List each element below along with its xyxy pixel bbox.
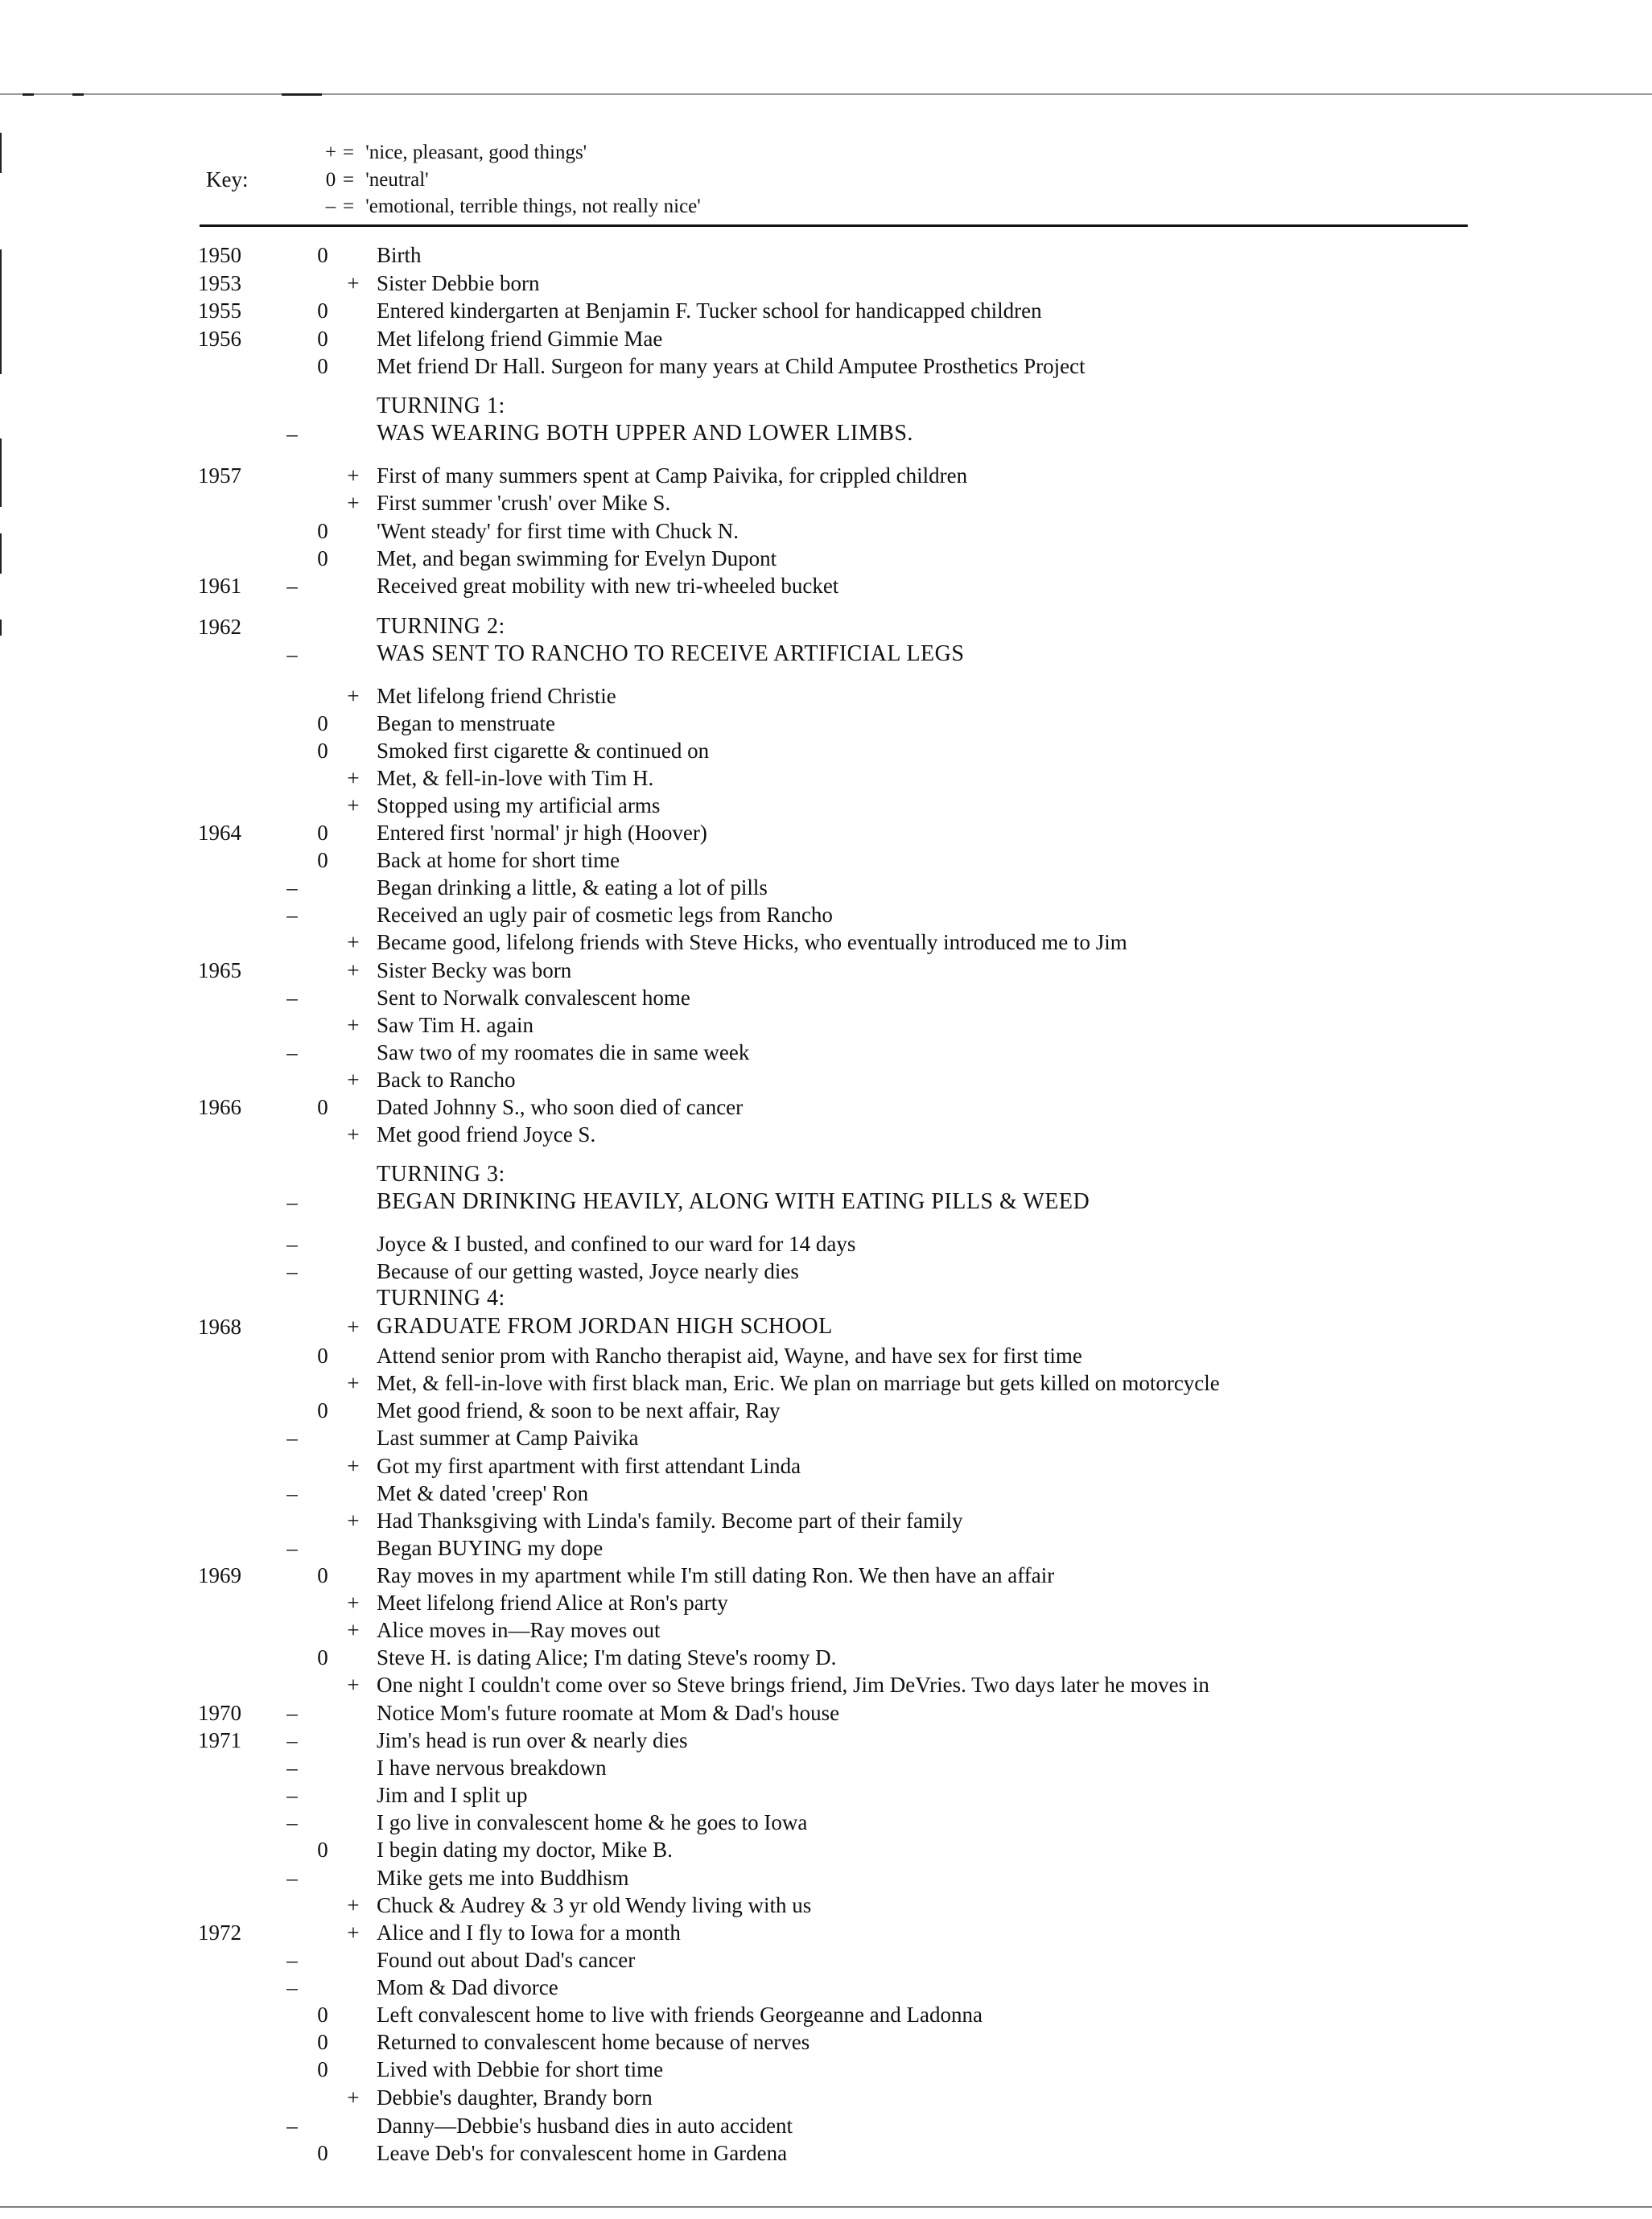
rating-neutral: 0 xyxy=(317,354,328,378)
event-text: GRADUATE FROM JORDAN HIGH SCHOOL xyxy=(377,1314,833,1339)
event-text: Began to menstruate xyxy=(377,711,555,735)
event-text: Met friend Dr Hall. Surgeon for many years at Child Amputee Prosthetics Project xyxy=(377,354,1086,378)
year-label: 1970 xyxy=(198,1701,241,1725)
event-text: Chuck & Audrey & 3 yr old Wendy living with us xyxy=(377,1893,812,1917)
event-text: I begin dating my doctor, Mike B. xyxy=(377,1838,673,1862)
event-text: Mom & Dad divorce xyxy=(377,1975,558,1999)
event-text: Met good friend Joyce S. xyxy=(377,1122,596,1147)
event-text: Met, and began swimming for Evelyn Dupont xyxy=(377,546,777,570)
rating-neutral: 0 xyxy=(317,519,328,543)
event-text: Meet lifelong friend Alice at Ron's party xyxy=(377,1591,728,1615)
key-meaning: 'emotional, terrible things, not really nice' xyxy=(365,196,701,217)
year-label: 1966 xyxy=(198,1095,241,1119)
event-text: Met lifelong friend Christie xyxy=(377,684,616,708)
year-label: 1957 xyxy=(198,463,241,488)
event-text: BEGAN DRINKING HEAVILY, ALONG WITH EATING PILLS & WEED xyxy=(377,1189,1090,1214)
rating-positive: + xyxy=(347,1618,360,1642)
rating-neutral: 0 xyxy=(317,1095,328,1119)
event-text: Stopped using my artificial arms xyxy=(377,793,661,817)
event-text: Met lifelong friend Gimmie Mae xyxy=(377,327,663,351)
rating-positive: + xyxy=(347,1509,360,1533)
rating-negative: – xyxy=(286,642,298,666)
event-text: TURNING 1: xyxy=(377,393,505,418)
rating-neutral: 0 xyxy=(317,2030,328,2054)
event-text: Met, & fell-in-love with first black man, Eric. We plan on marriage but gets killed on motorcycle xyxy=(377,1371,1220,1395)
event-text: One night I couldn't come over so Steve brings friend, Jim DeVries. Two days later he moves in xyxy=(377,1673,1209,1697)
key-item-negative: – = 'emotional, terrible things, not really nice' xyxy=(319,196,701,218)
event-text: Received an ugly pair of cosmetic legs from Rancho xyxy=(377,903,833,927)
event-text: Attend senior prom with Rancho therapist aid, Wayne, and have sex for first time xyxy=(377,1344,1082,1368)
margin-bar xyxy=(0,620,2,636)
event-text: Returned to convalescent home because of nerves xyxy=(377,2030,810,2054)
rating-neutral: 0 xyxy=(317,739,328,763)
event-text: Jim and I split up xyxy=(377,1783,528,1807)
event-text: Sister Becky was born xyxy=(377,958,572,982)
page-bottom-rule xyxy=(0,2206,1652,2208)
rating-neutral: 0 xyxy=(317,848,328,872)
event-text: Dated Johnny S., who soon died of cancer xyxy=(377,1095,744,1119)
event-text: Sent to Norwalk convalescent home xyxy=(377,986,690,1010)
event-text: Found out about Dad's cancer xyxy=(377,1948,636,1972)
year-label: 1964 xyxy=(198,821,241,845)
rating-neutral: 0 xyxy=(317,1398,328,1422)
margin-bar xyxy=(0,133,2,173)
rating-positive: + xyxy=(347,1591,360,1615)
event-text: 'Went steady' for first time with Chuck N. xyxy=(377,519,739,543)
rating-negative: – xyxy=(286,1701,298,1725)
event-text: Saw two of my roomates die in same week xyxy=(377,1040,750,1064)
event-text: Smoked first cigarette & continued on xyxy=(377,739,710,763)
key-divider xyxy=(200,224,1468,227)
rating-negative: – xyxy=(286,574,298,598)
event-text: Back to Rancho xyxy=(377,1068,516,1092)
rating-neutral: 0 xyxy=(317,711,328,735)
event-text: Last summer at Camp Paivika xyxy=(377,1426,639,1450)
event-text: Left convalescent home to live with friends Georgeanne and Ladonna xyxy=(377,2003,983,2027)
event-text: TURNING 2: xyxy=(377,614,505,639)
event-text: Debbie's daughter, Brandy born xyxy=(377,2085,653,2110)
rating-negative: – xyxy=(286,1866,298,1890)
key-item-neutral: 0 = 'neutral' xyxy=(319,169,429,191)
rating-neutral: 0 xyxy=(317,2057,328,2081)
year-label: 1968 xyxy=(198,1315,241,1339)
zero-symbol: 0 xyxy=(325,169,336,191)
year-label: 1962 xyxy=(198,615,241,639)
rating-negative: – xyxy=(286,1040,298,1064)
plus-symbol: + xyxy=(324,142,337,163)
event-text: First summer 'crush' over Mike S. xyxy=(377,491,671,515)
event-text: Danny—Debbie's husband dies in auto accident xyxy=(377,2114,793,2138)
rating-neutral: 0 xyxy=(317,327,328,351)
event-text: Joyce & I busted, and confined to our ward for 14 days xyxy=(377,1232,856,1256)
rating-positive: + xyxy=(347,1315,360,1339)
year-label: 1961 xyxy=(198,574,241,598)
event-text: WAS WEARING BOTH UPPER AND LOWER LIMBS. xyxy=(377,421,913,446)
event-text: Leave Deb's for convalescent home in Gardena xyxy=(377,2141,788,2165)
event-text: Entered first 'normal' jr high (Hoover) xyxy=(377,821,707,845)
rating-positive: + xyxy=(347,1921,360,1945)
rating-negative: – xyxy=(286,1481,298,1505)
rating-positive: + xyxy=(347,958,360,982)
rating-positive: + xyxy=(347,684,360,708)
rating-negative: – xyxy=(286,1426,298,1450)
rating-negative: – xyxy=(286,875,298,900)
rating-positive: + xyxy=(347,271,360,295)
page-top-rule xyxy=(0,93,1652,95)
event-text: Steve H. is dating Alice; I'm dating Steve's roomy D. xyxy=(377,1645,837,1669)
event-text: Began BUYING my dope xyxy=(377,1536,604,1560)
year-label: 1953 xyxy=(198,271,241,295)
rating-neutral: 0 xyxy=(317,243,328,267)
rating-positive: + xyxy=(347,491,360,515)
rating-negative: – xyxy=(286,422,298,446)
rating-negative: – xyxy=(286,986,298,1010)
rating-neutral: 0 xyxy=(317,2141,328,2165)
rating-neutral: 0 xyxy=(317,2003,328,2027)
rating-positive: + xyxy=(347,1371,360,1395)
rating-negative: – xyxy=(286,1810,298,1834)
rating-negative: – xyxy=(286,1783,298,1807)
event-text: Mike gets me into Buddhism xyxy=(377,1866,629,1890)
rating-negative: – xyxy=(286,1536,298,1560)
margin-bar xyxy=(0,438,2,507)
event-text: I have nervous breakdown xyxy=(377,1756,607,1780)
event-text: Jim's head is run over & nearly dies xyxy=(377,1728,688,1752)
event-text: Entered kindergarten at Benjamin F. Tucker school for handicapped children xyxy=(377,298,1042,323)
rating-negative: – xyxy=(286,1259,298,1283)
event-text: TURNING 4: xyxy=(377,1286,505,1311)
margin-bar xyxy=(0,533,2,574)
rating-negative: – xyxy=(286,2114,298,2138)
event-text: Birth xyxy=(377,243,422,267)
rating-neutral: 0 xyxy=(317,546,328,570)
event-text: Saw Tim H. again xyxy=(377,1013,534,1037)
rating-positive: + xyxy=(347,793,360,817)
year-label: 1956 xyxy=(198,327,241,351)
rating-negative: – xyxy=(286,1948,298,1972)
key-meaning: 'nice, pleasant, good things' xyxy=(365,142,587,163)
margin-bar xyxy=(0,310,2,374)
year-label: 1950 xyxy=(198,243,241,267)
event-text: I go live in convalescent home & he goes to Iowa xyxy=(377,1810,808,1834)
rating-positive: + xyxy=(347,930,360,954)
rating-positive: + xyxy=(347,1122,360,1147)
event-text: Back at home for short time xyxy=(377,848,620,872)
rating-negative: – xyxy=(286,1756,298,1780)
event-text: WAS SENT TO RANCHO TO RECEIVE ARTIFICIAL LEGS xyxy=(377,641,965,666)
event-text: Met good friend, & soon to be next affair, Ray xyxy=(377,1398,781,1422)
event-text: Received great mobility with new tri-wheeled bucket xyxy=(377,574,839,598)
event-text: Notice Mom's future roomate at Mom & Dad's house xyxy=(377,1701,840,1725)
rule-mark xyxy=(72,93,84,96)
rating-positive: + xyxy=(347,1013,360,1037)
year-label: 1972 xyxy=(198,1921,241,1945)
event-text: Became good, lifelong friends with Steve Hicks, who eventually introduced me to Jim xyxy=(377,930,1127,954)
year-label: 1971 xyxy=(198,1728,241,1752)
rating-neutral: 0 xyxy=(317,1645,328,1669)
rating-neutral: 0 xyxy=(317,1838,328,1862)
rating-neutral: 0 xyxy=(317,298,328,323)
event-text: Lived with Debbie for short time xyxy=(377,2057,664,2081)
rule-mark xyxy=(23,93,34,96)
rating-positive: + xyxy=(347,1068,360,1092)
rating-negative: – xyxy=(286,1728,298,1752)
event-text: TURNING 3: xyxy=(377,1162,505,1187)
rating-negative: – xyxy=(286,1975,298,1999)
event-text: Because of our getting wasted, Joyce nearly dies xyxy=(377,1259,799,1283)
key-meaning: 'neutral' xyxy=(365,169,429,191)
event-text: Alice and I fly to Iowa for a month xyxy=(377,1921,681,1945)
year-label: 1969 xyxy=(198,1563,241,1587)
key-item-positive: + = 'nice, pleasant, good things' xyxy=(319,142,587,164)
rating-positive: + xyxy=(347,1893,360,1917)
key-label: Key: xyxy=(206,167,249,191)
rating-positive: + xyxy=(347,2085,360,2110)
minus-symbol: – xyxy=(325,196,336,217)
rule-mark xyxy=(282,93,322,96)
rating-negative: – xyxy=(286,1232,298,1256)
rating-positive: + xyxy=(347,1454,360,1478)
event-text: Alice moves in—Ray moves out xyxy=(377,1618,661,1642)
year-label: 1955 xyxy=(198,298,241,323)
rating-positive: + xyxy=(347,766,360,790)
rating-negative: – xyxy=(286,903,298,927)
rating-neutral: 0 xyxy=(317,1563,328,1587)
rating-neutral: 0 xyxy=(317,821,328,845)
event-text: Got my first apartment with first attendant Linda xyxy=(377,1454,801,1478)
rating-neutral: 0 xyxy=(317,1344,328,1368)
rating-negative: – xyxy=(286,1190,298,1214)
event-text: Sister Debbie born xyxy=(377,271,540,295)
event-text: First of many summers spent at Camp Paivika, for crippled children xyxy=(377,463,968,488)
event-text: Ray moves in my apartment while I'm still dating Ron. We then have an affair xyxy=(377,1563,1055,1587)
rating-positive: + xyxy=(347,463,360,488)
year-label: 1965 xyxy=(198,958,241,982)
event-text: Began drinking a little, & eating a lot of pills xyxy=(377,875,768,900)
rating-positive: + xyxy=(347,1673,360,1697)
event-text: Met & dated 'creep' Ron xyxy=(377,1481,589,1505)
event-text: Met, & fell-in-love with Tim H. xyxy=(377,766,654,790)
event-text: Had Thanksgiving with Linda's family. Become part of their family xyxy=(377,1509,963,1533)
